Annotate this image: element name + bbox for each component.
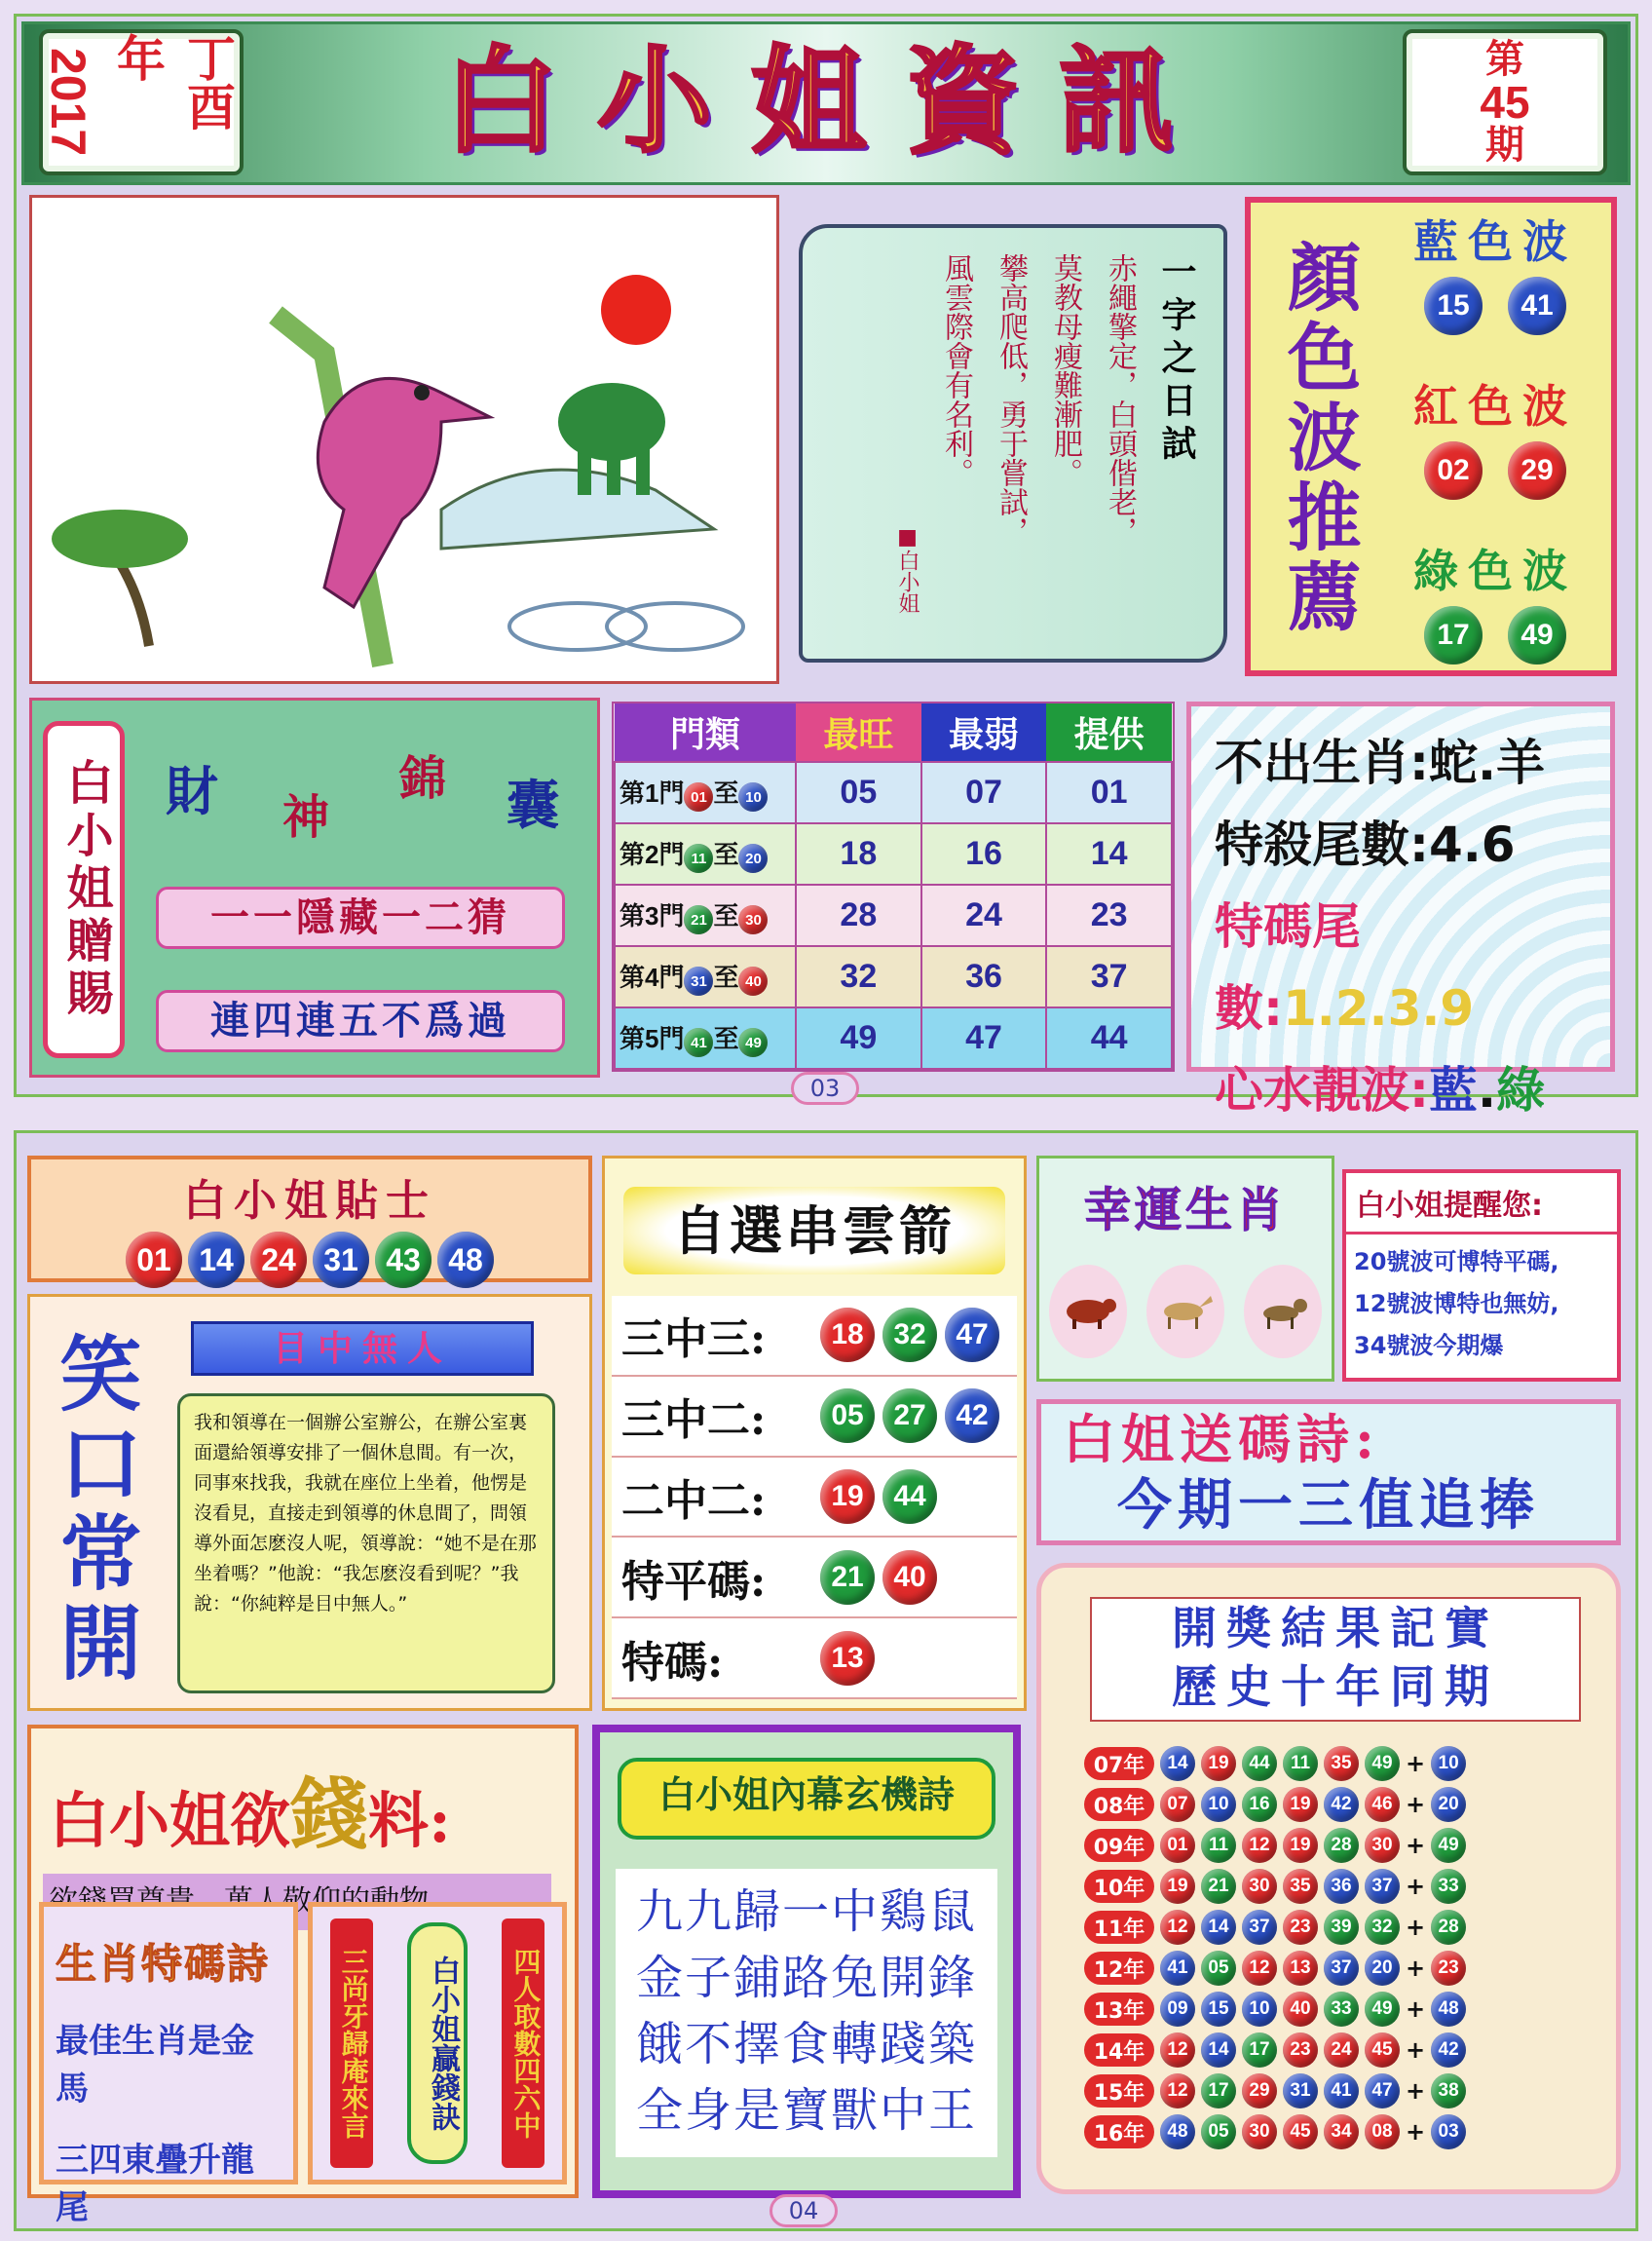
number-ball: 30 [738, 905, 768, 934]
page-number-bottom: 04 [770, 2194, 838, 2227]
history-year: 12年 [1084, 1952, 1154, 1985]
reminder-line: 34號波今期爆 [1354, 1332, 1504, 1359]
poem-scroll [799, 224, 1227, 663]
number-ball: 40 [882, 1550, 937, 1605]
table-row [615, 885, 1172, 946]
number-ball: 11 [1283, 1746, 1318, 1781]
wave-groups [1383, 207, 1607, 665]
door-cell [615, 762, 796, 823]
number-ball: 48 [437, 1232, 494, 1288]
number-ball: 37 [1242, 1910, 1277, 1945]
number-ball: 12 [1242, 1951, 1277, 1986]
number-ball: 12 [1242, 1828, 1277, 1863]
history-plus: + [1406, 1995, 1426, 2023]
horse-icon [1146, 1265, 1224, 1358]
lucky-box [1036, 1156, 1334, 1382]
money-title-a: 白小姐欲 [49, 1785, 291, 1856]
number-ball: 47 [945, 1308, 999, 1362]
arrow-label: 特碼: [621, 1637, 724, 1688]
number-ball: 34 [1324, 2114, 1359, 2149]
door-to-word: 至 [713, 1023, 739, 1053]
number-ball: 47 [1365, 2073, 1400, 2108]
number-ball: 42 [945, 1388, 999, 1443]
joke-banner: 目中無人 [191, 1321, 534, 1376]
zodiac-poem-title: 生肖特碼詩 [56, 1940, 271, 1988]
issue-prefix: 第 [1485, 36, 1524, 82]
table-row [615, 946, 1172, 1007]
number-ball: 30 [1365, 1828, 1400, 1863]
wave-label: 綠色波 [1413, 545, 1577, 597]
col-header-door: 門類 [615, 703, 796, 762]
history-row [1084, 2070, 1591, 2111]
win-tip-right: 四人取數四六中 [502, 1918, 544, 2168]
tips-title: 白小姐貼士 [183, 1176, 436, 1226]
ball-cell [816, 1631, 879, 1686]
joke-side-title: 笑口常開 [47, 1331, 143, 1690]
number-ball: 33 [1324, 1992, 1359, 2027]
ball-cell [816, 1469, 879, 1524]
history-row [1084, 1743, 1591, 1784]
history-row [1084, 2111, 1591, 2152]
gift-chars [146, 721, 584, 845]
number-ball: 41 [1508, 277, 1566, 335]
number-ball: 49 [1365, 1992, 1400, 2027]
history-plus: + [1406, 1955, 1426, 1982]
number-ball: 14 [1160, 1746, 1195, 1781]
cell-offer: 37 [1046, 946, 1172, 1007]
door-to-word: 至 [713, 778, 739, 808]
table-row [615, 1007, 1172, 1069]
ball-cell [816, 1308, 879, 1362]
number-ball: 14 [1201, 1910, 1236, 1945]
tips-balls [31, 1232, 588, 1288]
issue-suffix: 期 [1485, 122, 1524, 168]
history-plus: + [1406, 2077, 1426, 2105]
number-ball: 15 [1201, 1992, 1236, 2027]
zodiac-poem-line-1: 最佳生肖是金馬 [56, 2022, 254, 2108]
number-ball: 35 [1283, 1869, 1318, 1904]
arrow-label: 三中二: [621, 1395, 767, 1446]
number-ball: 18 [820, 1308, 875, 1362]
number-ball: 09 [1160, 1992, 1195, 2027]
gift-line-2: 連四連五不爲過 [156, 990, 565, 1052]
door-label: 第2門 [620, 839, 685, 869]
info-box [1186, 702, 1615, 1119]
number-ball: 12 [1160, 1910, 1195, 1945]
dog-icon [1244, 1265, 1322, 1358]
money-title-b: 錢 [290, 1768, 369, 1860]
number-ball: 11 [684, 844, 713, 873]
poem-body [842, 253, 1202, 643]
history-row [1084, 1784, 1591, 1825]
poem-line-2: 莫教母瘦難漸肥。 [1048, 253, 1082, 487]
number-ball: 05 [820, 1388, 875, 1443]
number-ball: 20 [1431, 1787, 1466, 1822]
number-ball: 01 [684, 782, 713, 812]
cell-offer: 44 [1046, 1007, 1172, 1069]
history-year: 10年 [1084, 1870, 1154, 1903]
door-label: 第1門 [620, 778, 685, 808]
history-year: 14年 [1084, 2033, 1154, 2067]
reminder-line: 20號波可博特平碼, [1354, 1248, 1559, 1275]
number-ball: 24 [1324, 2032, 1359, 2068]
door-cell [615, 885, 796, 946]
arrow-row [612, 1618, 1017, 1699]
wave-group-red [1383, 371, 1607, 500]
history-row [1084, 2030, 1591, 2070]
number-ball: 24 [250, 1232, 307, 1288]
history-title-2: 歷史十年同期 [1172, 1660, 1499, 1713]
number-ball: 36 [1324, 1869, 1359, 1904]
number-ball: 12 [1160, 2032, 1195, 2068]
number-ball: 08 [1365, 2114, 1400, 2149]
issue-book [1403, 29, 1607, 175]
number-ball: 37 [1324, 1951, 1359, 1986]
arrow-label: 特平碼: [621, 1556, 767, 1607]
info-line-2: 特殺尾數:4.6 [1215, 817, 1516, 873]
secret-poem-line: 全身是寶獸中王 [635, 2083, 977, 2138]
number-ball: 27 [882, 1388, 937, 1443]
number-ball: 19 [1283, 1787, 1318, 1822]
number-ball: 37 [1365, 1869, 1400, 1904]
history-header [1090, 1597, 1581, 1722]
year-number: 2017 [41, 48, 95, 157]
history-row [1084, 1989, 1591, 2030]
number-ball: 44 [1242, 1746, 1277, 1781]
wave-balls [1383, 277, 1607, 335]
number-ball: 29 [1242, 2073, 1277, 2108]
number-ball: 01 [1160, 1828, 1195, 1863]
arrow-row [612, 1296, 1017, 1377]
number-ball: 21 [1201, 1869, 1236, 1904]
cell-offer: 01 [1046, 762, 1172, 823]
poem-line-4: 風雲際會有名利。 [939, 253, 973, 487]
number-ball: 10 [738, 782, 768, 812]
info-line-1: 不出生肖:蛇.羊 [1215, 735, 1545, 791]
history-row [1084, 1948, 1591, 1989]
arrow-title: 自選串雲箭 [623, 1187, 1005, 1274]
secret-poem-line: 餓不擇食轉踐築 [635, 2017, 977, 2071]
zodiac-poem-line-2: 三四東疊升龍尾 [56, 2141, 254, 2227]
number-ball: 33 [1431, 1869, 1466, 1904]
tips-box [27, 1156, 592, 1282]
arrow-row [612, 1458, 1017, 1538]
number-ball: 39 [1324, 1910, 1359, 1945]
gift-char: 錦 [399, 751, 447, 806]
number-ball: 19 [1283, 1828, 1318, 1863]
gift-line-1: 一一隱藏一二猜 [156, 887, 565, 949]
ball-cell [941, 1308, 1003, 1362]
history-row [1084, 1866, 1591, 1907]
secret-poem-line: 九九歸一中鷄鼠 [635, 1884, 977, 1939]
number-ball: 40 [1283, 1992, 1318, 2027]
info-line-4: 心水靚波:藍.綠 [1215, 1062, 1545, 1119]
cell-weak: 24 [921, 885, 1047, 946]
number-ball: 44 [882, 1469, 937, 1524]
page-title: 白小姐資訊 [442, 33, 1213, 169]
number-ball: 28 [1431, 1910, 1466, 1945]
money-title-c: 料: [368, 1785, 451, 1856]
history-plus: + [1406, 1873, 1426, 1900]
number-ball: 21 [820, 1550, 875, 1605]
history-box [1036, 1563, 1621, 2194]
joke-text: 我和領導在一個辦公室辦公，在辦公室裏面還給領導安排了一個休息間。有一次，同事來找我，我就在座位上坐着，他愣是沒看見，直接走到領導的休息間了，問領導外面怎麽沒人呢，領導說：“她不是在那坐着嗎？”他說：“我怎麽沒看到呢？”我說：“你純粹是目中無人。” [177, 1393, 555, 1693]
gift-side-title: 白小姐贈賜 [43, 721, 125, 1058]
number-ball: 49 [1431, 1828, 1466, 1863]
cell-hot: 05 [796, 762, 921, 823]
number-ball: 41 [1160, 1951, 1195, 1986]
col-header-offer: 提供 [1046, 703, 1172, 762]
number-ball: 35 [1324, 1746, 1359, 1781]
wave-group-blue [1383, 207, 1607, 335]
ball-cell [879, 1308, 941, 1362]
issue-number: 45 [1480, 77, 1530, 128]
secret-poem-lines [616, 1869, 997, 2157]
arrow-rows [612, 1296, 1017, 1699]
cell-weak: 47 [921, 1007, 1047, 1069]
ball-cell [879, 1550, 941, 1605]
number-ball: 12 [1160, 2073, 1195, 2108]
history-plus: + [1406, 1750, 1426, 1777]
cell-hot: 32 [796, 946, 921, 1007]
number-ball: 16 [1242, 1787, 1277, 1822]
history-plus: + [1406, 1791, 1426, 1818]
arrow-row [612, 1377, 1017, 1458]
lucky-animals [1039, 1265, 1332, 1358]
number-ball: 23 [1283, 1910, 1318, 1945]
number-ball: 38 [1431, 2073, 1466, 2108]
wave-label: 紅色波 [1413, 380, 1577, 433]
poem-signature: ■白小姐 [895, 525, 920, 614]
lucky-title: 幸運生肖 [1083, 1183, 1287, 1237]
number-ball: 03 [1431, 2114, 1466, 2149]
arrow-label: 二中二: [621, 1475, 767, 1526]
wave-label: 藍色波 [1413, 215, 1577, 268]
poem-line-3: 攀高爬低，勇于嘗試， [994, 253, 1028, 546]
number-ball: 49 [738, 1028, 768, 1057]
door-cell [615, 823, 796, 885]
history-year: 09年 [1084, 1829, 1154, 1862]
number-ball: 49 [1508, 606, 1566, 665]
wave-balls [1383, 606, 1607, 665]
number-ball: 14 [1201, 2032, 1236, 2068]
number-ball: 41 [684, 1028, 713, 1057]
door-label: 第4門 [620, 962, 685, 992]
col-header-hot: 最旺 [796, 703, 921, 762]
gift-char: 財 [166, 761, 218, 822]
cell-offer: 23 [1046, 885, 1172, 946]
door-to-word: 至 [713, 839, 739, 869]
gift-char: 神 [282, 790, 330, 845]
number-ball: 32 [882, 1308, 937, 1362]
table-row [615, 823, 1172, 885]
gift-char: 囊 [507, 775, 559, 836]
door-table-box [612, 702, 1175, 1072]
cow-icon [1049, 1265, 1127, 1358]
win-tip-left: 三尚牙歸庵來言 [330, 1918, 373, 2168]
history-plus: + [1406, 1832, 1426, 1859]
arrow-label: 三中三: [621, 1314, 767, 1365]
number-ball: 17 [1201, 2073, 1236, 2108]
wave-heading: 顏色波推薦 [1275, 239, 1362, 638]
history-plus: + [1406, 1914, 1426, 1941]
year-book [39, 29, 244, 175]
number-ball: 46 [1365, 1787, 1400, 1822]
wave-balls [1383, 441, 1607, 500]
zodiac-poem-box [39, 1902, 298, 2227]
cell-hot: 49 [796, 1007, 921, 1069]
number-ball: 05 [1201, 2114, 1236, 2149]
ball-cell [879, 1469, 941, 1524]
secret-poem-line: 金子鋪路兔開鋒 [635, 1951, 977, 2005]
history-year: 15年 [1084, 2074, 1154, 2108]
number-ball: 43 [375, 1232, 432, 1288]
history-year: 16年 [1084, 2115, 1154, 2148]
reminder-box [1342, 1169, 1621, 1382]
number-ball: 31 [684, 967, 713, 996]
door-cell [615, 946, 796, 1007]
number-ball: 13 [820, 1631, 875, 1686]
number-ball: 17 [1242, 2032, 1277, 2068]
number-ball: 49 [1365, 1746, 1400, 1781]
number-ball: 11 [1201, 1828, 1236, 1863]
number-ball: 41 [1324, 2073, 1359, 2108]
cell-offer: 14 [1046, 823, 1172, 885]
secret-poem-title: 白小姐內幕玄機詩 [618, 1758, 995, 1840]
send-poem-line: 今期一三值追捧 [1117, 1473, 1540, 1538]
number-ball: 13 [1283, 1951, 1318, 1986]
door-table [614, 703, 1173, 1070]
send-poem-box [1036, 1399, 1621, 1545]
number-ball: 30 [1242, 1869, 1277, 1904]
number-ball: 05 [1201, 1951, 1236, 1986]
kingfisher-icon [32, 198, 776, 681]
door-label: 第3門 [620, 900, 685, 931]
number-ball: 42 [1324, 1787, 1359, 1822]
history-year: 07年 [1084, 1747, 1154, 1780]
number-ball: 01 [126, 1232, 182, 1288]
history-plus: + [1406, 2036, 1426, 2064]
send-poem-title: 白姐送碼詩: [1063, 1408, 1380, 1470]
number-ball: 19 [820, 1469, 875, 1524]
number-ball: 48 [1160, 2114, 1195, 2149]
reminder-line: 12號波博特也無妨, [1354, 1290, 1559, 1317]
number-ball: 48 [1431, 1992, 1466, 2027]
number-ball: 42 [1431, 2032, 1466, 2068]
secret-poem-box [592, 1725, 1021, 2198]
number-ball: 29 [1508, 441, 1566, 500]
money-title [31, 1728, 575, 1864]
reminder-title: 白小姐提醒您: [1346, 1173, 1617, 1234]
number-ball: 45 [1365, 2032, 1400, 2068]
number-ball: 17 [1424, 606, 1483, 665]
col-header-weak: 最弱 [921, 703, 1047, 762]
history-plus: + [1406, 2118, 1426, 2146]
number-ball: 31 [1283, 2073, 1318, 2108]
page-number-top: 03 [791, 1072, 859, 1105]
number-ball: 30 [1242, 2114, 1277, 2149]
table-row [615, 762, 1172, 823]
year-name: 丁酉年 [109, 33, 237, 131]
number-ball: 10 [1242, 1992, 1277, 2027]
number-ball: 20 [738, 844, 768, 873]
number-ball: 21 [684, 905, 713, 934]
number-ball: 02 [1424, 441, 1483, 500]
ball-cell [941, 1388, 1003, 1443]
number-ball: 20 [1365, 1951, 1400, 1986]
poem-title: 一字之日試 [1156, 253, 1197, 468]
number-ball: 45 [1283, 2114, 1318, 2149]
number-ball: 23 [1431, 1951, 1466, 1986]
number-ball: 19 [1160, 1869, 1195, 1904]
ball-cell [879, 1388, 941, 1443]
arrow-row [612, 1538, 1017, 1618]
poem-line-1: 赤繩擎定，白頭偕老， [1103, 253, 1137, 546]
number-ball: 10 [1201, 1787, 1236, 1822]
ball-cell [816, 1388, 879, 1443]
number-ball: 07 [1160, 1787, 1195, 1822]
win-tip-center: 白小姐贏錢訣 [407, 1922, 468, 2164]
number-ball: 23 [1283, 2032, 1318, 2068]
door-to-word: 至 [713, 962, 739, 992]
number-ball: 28 [1324, 1828, 1359, 1863]
history-row [1084, 1907, 1591, 1948]
cell-weak: 07 [921, 762, 1047, 823]
history-title-1: 開獎結果記實 [1172, 1602, 1499, 1654]
history-rows [1084, 1743, 1591, 2152]
cell-hot: 18 [796, 823, 921, 885]
number-ball: 32 [1365, 1910, 1400, 1945]
history-year: 08年 [1084, 1788, 1154, 1821]
number-ball: 40 [738, 967, 768, 996]
number-ball: 14 [188, 1232, 244, 1288]
door-to-word: 至 [713, 900, 739, 931]
history-year: 13年 [1084, 1993, 1154, 2026]
wave-group-green [1383, 536, 1607, 665]
door-cell [615, 1007, 796, 1069]
info-line-3: 特碼尾數:1.2.3.9 [1215, 898, 1475, 1037]
door-label: 第5門 [620, 1023, 685, 1053]
history-year: 11年 [1084, 1911, 1154, 1944]
number-ball: 31 [313, 1232, 369, 1288]
number-ball: 10 [1431, 1746, 1466, 1781]
bird-illustration [29, 195, 779, 684]
cell-weak: 36 [921, 946, 1047, 1007]
win-tip-box [308, 1902, 567, 2184]
ball-cell [816, 1550, 879, 1605]
number-ball: 19 [1201, 1746, 1236, 1781]
number-ball: 15 [1424, 277, 1483, 335]
history-row [1084, 1825, 1591, 1866]
cell-hot: 28 [796, 885, 921, 946]
cell-weak: 16 [921, 823, 1047, 885]
